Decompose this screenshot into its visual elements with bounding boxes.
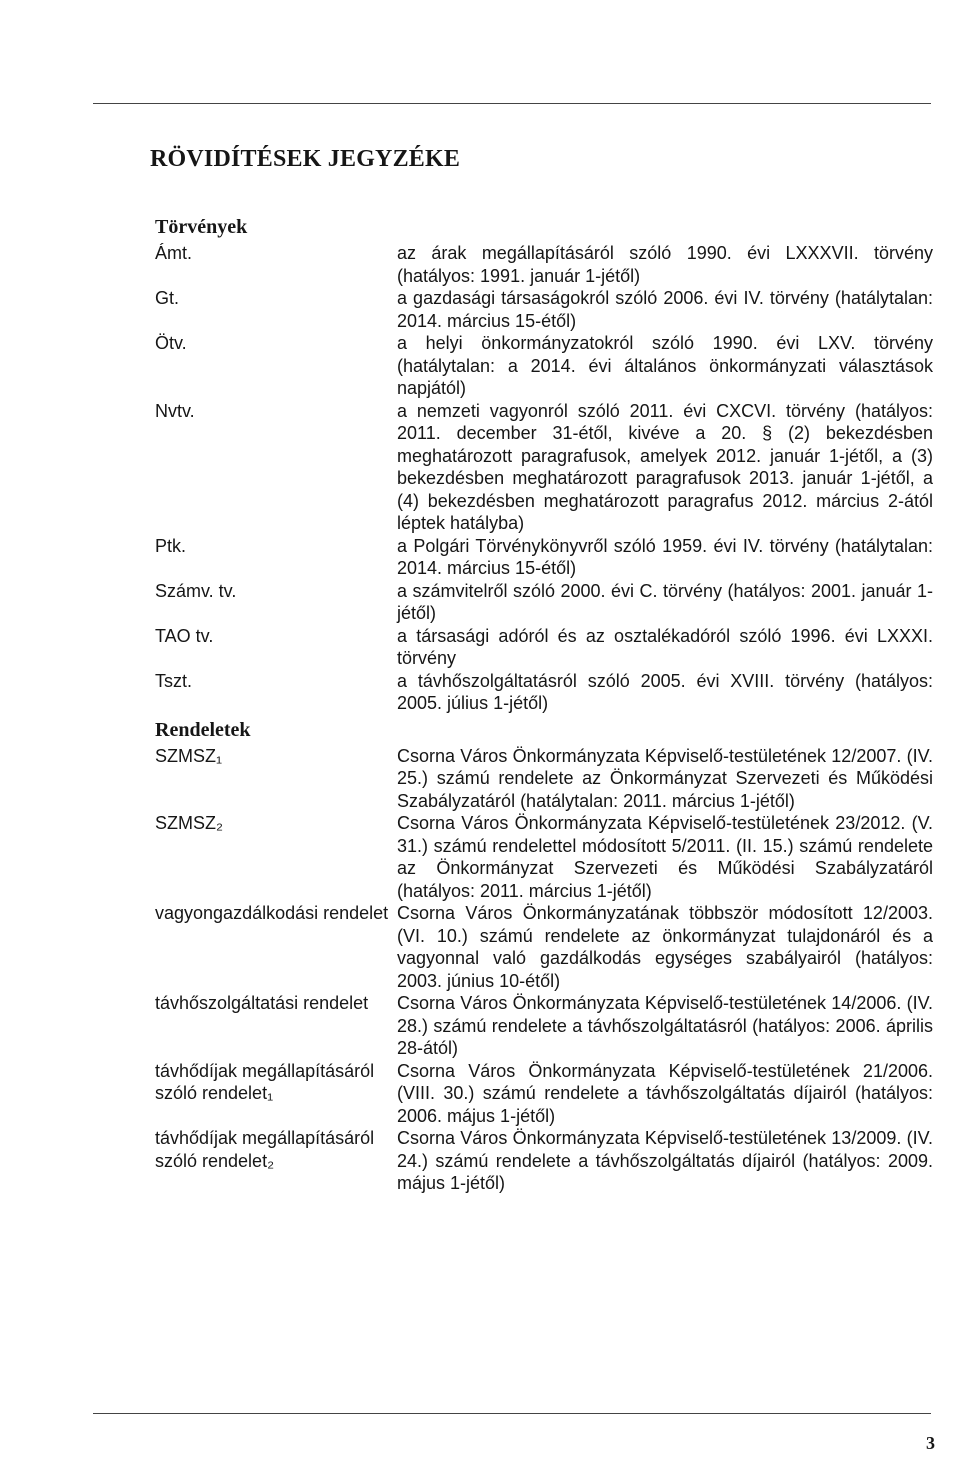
abbreviation-entry [155, 670, 933, 715]
abbreviation-entry [155, 535, 933, 580]
abbreviation-term: Ptk. [155, 535, 187, 556]
abbreviation-definition: Csorna Város Önkormányzata Képviselő-testületének 21/2006. (VIII. 30.) számú rendelete a távhőszolgáltatás díjairól (hatályos: 2006. május 1-jétől) [397, 1060, 933, 1126]
page-number: 3 [926, 1433, 935, 1453]
abbreviation-list [155, 212, 933, 1195]
abbreviation-definition: Csorna Város Önkormányzata Képviselő-testületének 14/2006. (IV. 28.) számú rendelete a távhőszolgáltatásról (hatályos: 2006. április 28-ától) [397, 993, 933, 1058]
abbreviation-entry [155, 242, 933, 287]
abbreviation-definition: a társasági adóról és az osztalékadóról szóló 1996. évi LXXXI. törvény [397, 625, 933, 668]
abbreviation-entry [155, 812, 933, 902]
abbreviation-entry [155, 902, 933, 992]
abbreviation-term: Tszt. [155, 670, 193, 691]
header-rule [93, 103, 931, 104]
page-title: RÖVIDÍTÉSEK JEGYZÉKE [150, 146, 461, 172]
abbreviation-definition: Csorna Város Önkormányzata Képviselő-testületének 13/2009. (IV. 24.) számú rendelete a távhőszolgáltatás díjairól (hatályos: 2009. május 1-jétől) [397, 1128, 933, 1193]
abbreviation-term: Nvtv. [155, 400, 195, 421]
abbreviation-definition: az árak megállapításáról szóló 1990. évi LXXXVII. törvény (hatályos: 1991. január 1-jétől) [397, 243, 933, 286]
abbreviation-term: TAO tv. [155, 625, 214, 646]
abbreviation-term: távhődíjak megállapításáról szóló rendelet₂ [155, 1128, 375, 1171]
abbreviation-entry [155, 992, 933, 1060]
regulations-list [155, 745, 933, 1195]
abbreviation-term: SZMSZ₂ [155, 813, 223, 833]
abbreviation-definition: a gazdasági társaságokról szóló 2006. évi IV. törvény (hatálytalan: 2014. március 15-étől) [397, 288, 933, 331]
abbreviation-definition: a helyi önkormányzatokról szóló 1990. évi LXV. törvény (hatálytalan: a 2014. évi általános önkormányzati választások napjától) [397, 333, 933, 398]
abbreviation-term: Gt. [155, 288, 180, 308]
laws-list [155, 242, 933, 715]
abbreviation-entry [155, 332, 933, 400]
abbreviation-entry [155, 580, 933, 625]
abbreviation-term: távhőszolgáltatási rendelet [155, 993, 369, 1013]
section-heading-regulations: Rendeletek [155, 718, 251, 741]
abbreviation-term: Számv. tv. [155, 580, 237, 601]
abbreviation-entry [155, 1060, 933, 1128]
abbreviation-definition: a számvitelről szóló 2000. évi C. törvény (hatályos: 2001. január 1-jétől) [397, 580, 933, 623]
abbreviation-definition: Csorna Város Önkormányzata Képviselő-testületének 23/2012. (V. 31.) számú rendelettel módosított 5/2011. (II. 15.) számú rendelete az Önkormányzat Szervezeti és Működési Szabályzatáról (hatályos: 2011. március 1-jétől) [397, 813, 933, 901]
abbreviation-definition: a távhőszolgáltatásról szóló 2005. évi XVIII. törvény (hatályos: 2005. július 1-jétől) [397, 670, 933, 713]
abbreviation-term: Ámt. [155, 243, 193, 263]
abbreviation-definition: Csorna Város Önkormányzatának többször módosított 12/2003. (VI. 10.) számú rendelete az önkormányzat tulajdonáról és a vagyonnal való gazdálkodás egységes szabályairól (hatályos: 2003. június 10-étől) [397, 903, 933, 991]
abbreviation-definition: a nemzeti vagyonról szóló 2011. évi CXCVI. törvény (hatályos: 2011. december 31-étől, kivéve a 20. § (2) bekezdésben meghatározott paragrafusok, amelyek 2012. január 1-jétől, a (3) bekezdésben meghatározott paragrafusok 2013. január 1-jétől, a (4) bekezdésben meghatározott paragrafus 2012. március 2-ától léptek hatályba) [397, 400, 933, 533]
footer-rule [93, 1413, 931, 1414]
section-heading-laws: Törvények [155, 216, 248, 238]
abbreviation-entry [155, 1127, 933, 1195]
abbreviation-entry [155, 625, 933, 670]
abbreviation-term: távhődíjak megállapításáról szóló rendelet₁ [155, 1060, 375, 1103]
abbreviation-term: SZMSZ₁ [155, 745, 223, 766]
abbreviation-entry [155, 287, 933, 332]
abbreviation-term: vagyongazdálkodási rendelet [155, 903, 389, 923]
abbreviation-entry [155, 745, 933, 813]
abbreviation-term: Ötv. [155, 333, 187, 353]
abbreviation-definition: Csorna Város Önkormányzata Képviselő-testületének 12/2007. (IV. 25.) számú rendelete az Önkormányzat Szervezeti és Működési Szabályzatáról (hatálytalan: 2011. március 1-jétől) [397, 745, 933, 811]
abbreviation-definition: a Polgári Törvénykönyvről szóló 1959. évi IV. törvény (hatálytalan: 2014. március 15-étől) [397, 535, 933, 578]
abbreviation-entry [155, 400, 933, 535]
